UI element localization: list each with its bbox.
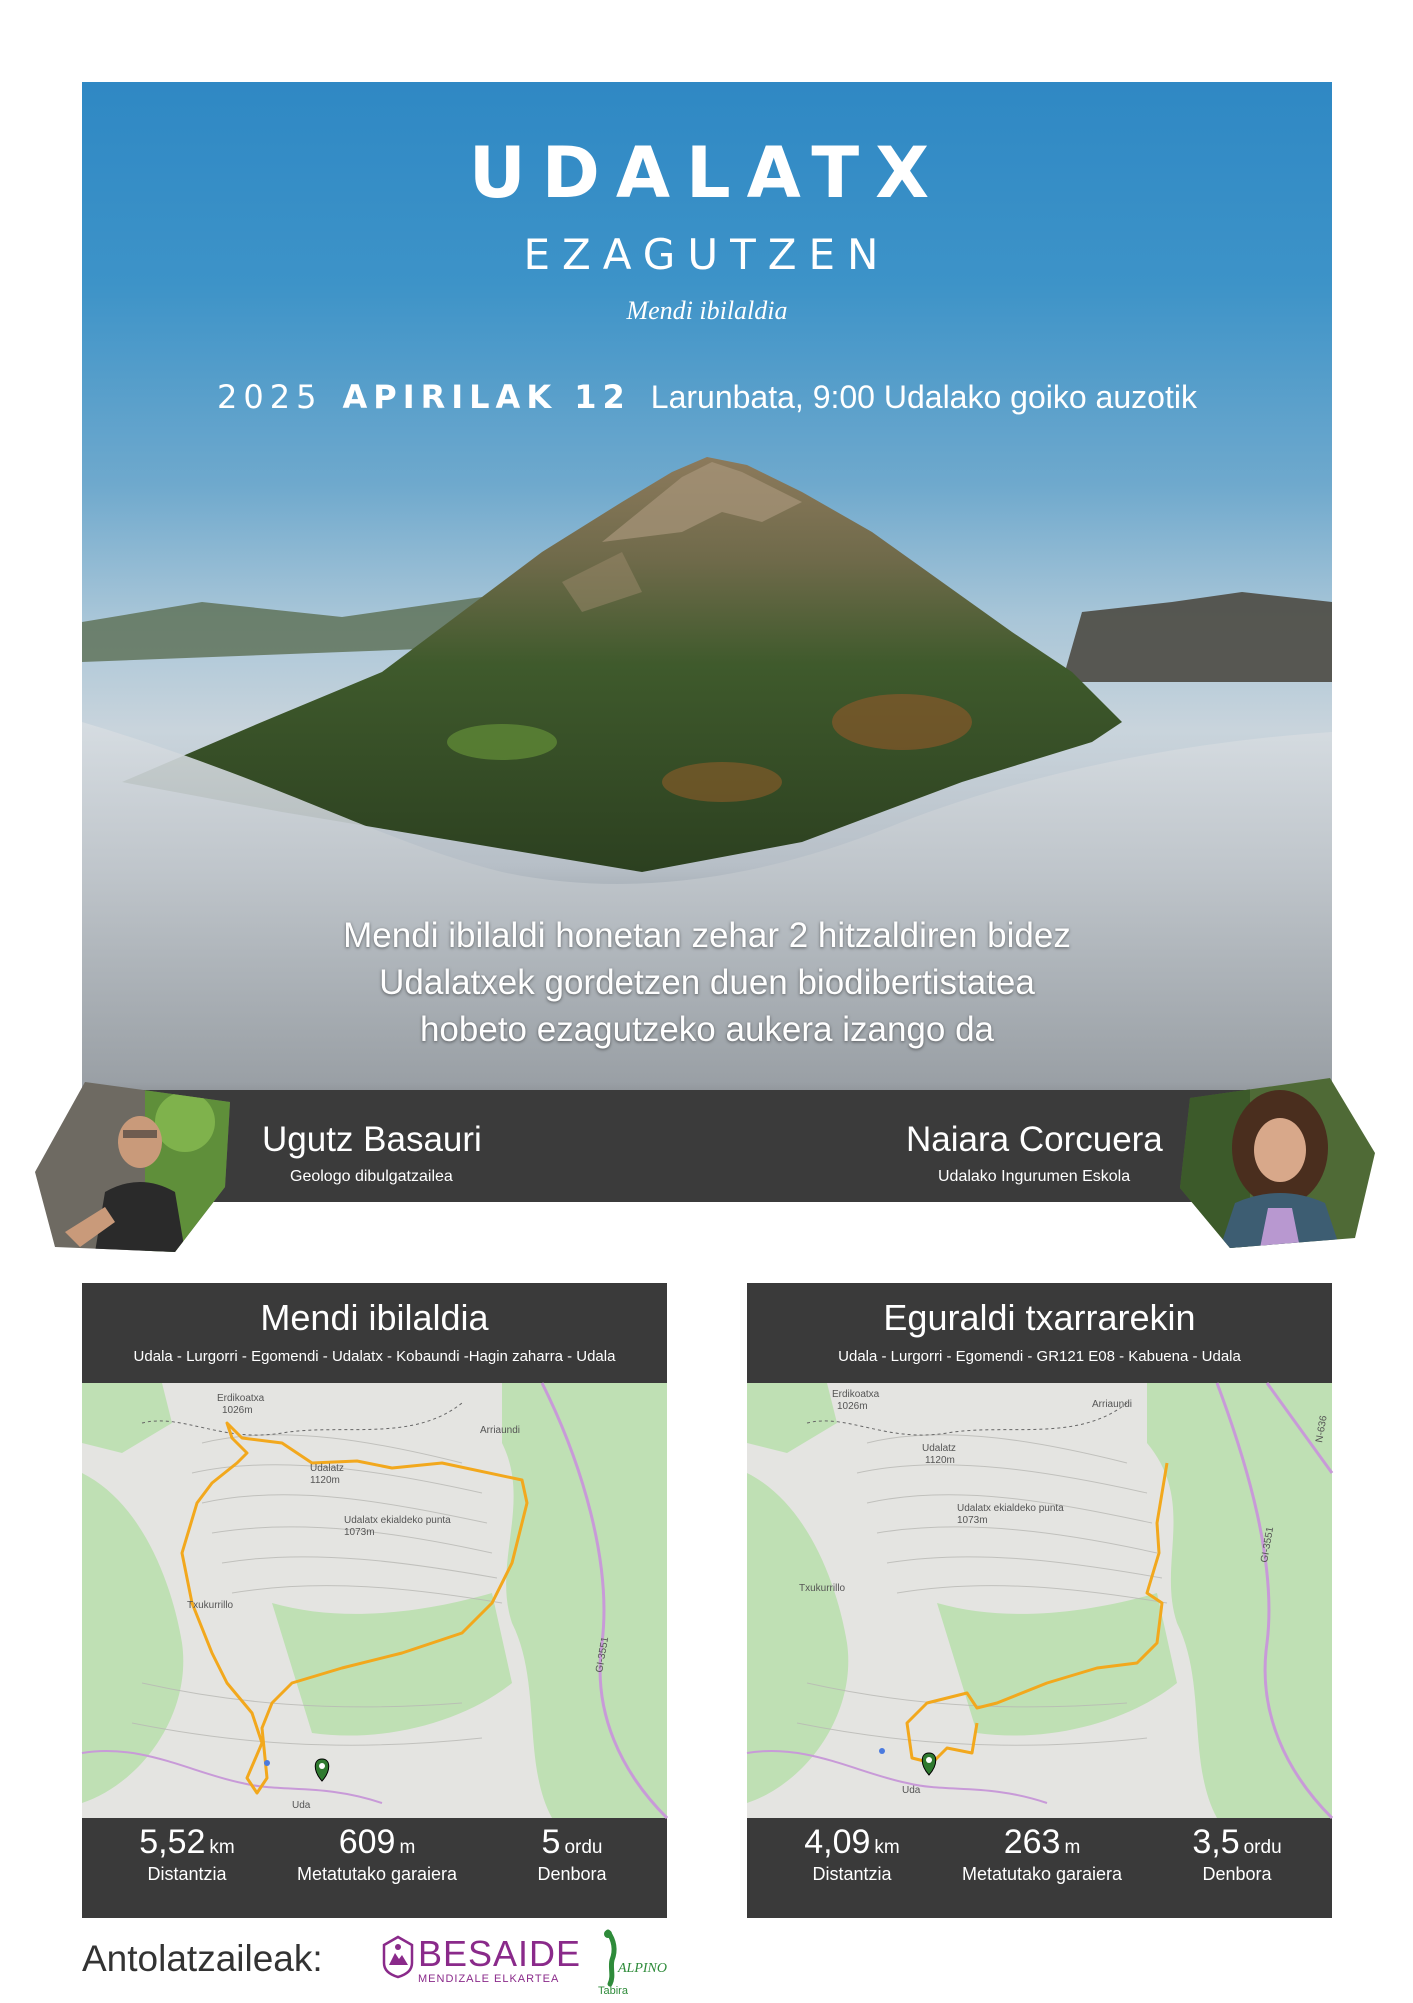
besaide-subtitle: MENDIZALE ELKARTEA [418, 1973, 560, 1985]
map-label: 1120m [925, 1455, 955, 1466]
map-label: GI-3551 [1259, 1526, 1277, 1564]
description-line: Mendi ibilaldi honetan zehar 2 hitzaldiren bidez [343, 916, 1071, 955]
stat-elevation [277, 1823, 477, 1885]
map-label: Udalatx ekialdeko punta [344, 1515, 451, 1526]
map-label: GI-3551 [594, 1636, 612, 1674]
event-subtitle: EZAGUTZEN [523, 230, 891, 279]
stat-label: Metatutako garaiera [296, 1864, 458, 1884]
speaker-1-name: Ugutz Basauri [262, 1120, 482, 1159]
stat-duration [1162, 1823, 1312, 1885]
stat-unit: m [399, 1837, 416, 1858]
map-label: Txukurrillo [187, 1600, 234, 1611]
stat-unit: ordu [564, 1837, 603, 1858]
map-label: 1026m [837, 1401, 868, 1412]
alpino-tabira-emblem [594, 1928, 667, 1998]
besaide-emblem-icon [382, 1935, 414, 1979]
stat-distance [777, 1823, 927, 1885]
besaide-logo [382, 1933, 582, 1985]
speaker-1-avatar [35, 1082, 230, 1252]
map-label: Erdikoatxa [832, 1389, 880, 1400]
description-line: hobeto ezagutzeko aukera izango da [419, 1010, 995, 1049]
map-label: N-636 [1314, 1414, 1330, 1444]
event-day: APIRILAK 12 [342, 378, 631, 416]
event-kind: Mendi ibilaldia [626, 296, 788, 325]
stat-unit: ordu [1243, 1837, 1282, 1858]
speaker-2-avatar [1180, 1078, 1375, 1248]
route-card-bad-weather [747, 1283, 1332, 1918]
stat-label: Metatutako garaiera [961, 1864, 1123, 1884]
map-label: Arriaundi [1092, 1399, 1133, 1410]
stat-label: Distantzia [147, 1864, 227, 1884]
map-label: 1026m [222, 1405, 253, 1416]
alpino-name: ALPINO [618, 1961, 667, 1976]
route-path: Udala - Lurgorri - Egomendi - Udalatx - Kobaundi -Hagin zaharra - Udala [133, 1348, 616, 1365]
route-title: Eguraldi txarrarekin [883, 1297, 1196, 1338]
map-label: 1073m [957, 1515, 988, 1526]
stat-elevation [942, 1823, 1142, 1885]
stat-value: 4,09 [804, 1823, 871, 1861]
stat-duration [497, 1823, 647, 1885]
event-year: 2025 [217, 378, 323, 416]
besaide-name: BESAIDE [418, 1933, 582, 1974]
map-label: Udalatz [310, 1463, 344, 1474]
speaker-1-role: Geologo dibulgatzailea [290, 1168, 453, 1185]
map-label: Txukurrillo [799, 1583, 846, 1594]
speaker-2-role: Udalako Ingurumen Eskola [938, 1168, 1131, 1185]
organizers-label: Antolatzaileak: [82, 1938, 323, 1979]
alpino-tabira-logo [594, 1928, 667, 2003]
stat-unit: km [874, 1837, 900, 1858]
map-label: Uda [902, 1785, 921, 1796]
stat-value: 263 [1003, 1823, 1061, 1861]
stat-label: Denbora [537, 1864, 607, 1884]
route-title: Mendi ibilaldia [260, 1297, 489, 1338]
map-label: Udalatz [922, 1443, 956, 1454]
map-label: Udalatx ekialdeko punta [957, 1503, 1064, 1514]
event-date-line [82, 378, 1332, 416]
stat-label: Denbora [1202, 1864, 1272, 1884]
map-label: Erdikoatxa [217, 1393, 265, 1404]
description-line: Udalatxek gordetzen duen biodibertistatea [379, 963, 1035, 1002]
route-card-main [82, 1283, 667, 1918]
stat-unit: m [1064, 1837, 1081, 1858]
map-label: 1073m [344, 1527, 375, 1538]
route-map[interactable] [747, 1383, 1332, 1818]
event-title: UDALATX [468, 132, 946, 214]
stat-value: 609 [338, 1823, 396, 1861]
stat-unit: km [209, 1837, 235, 1858]
speaker-2-name: Naiara Corcuera [906, 1120, 1163, 1159]
event-hero [82, 82, 1332, 1202]
stat-distance [112, 1823, 262, 1885]
stat-value: 3,5 [1192, 1823, 1240, 1861]
route-map[interactable] [82, 1383, 667, 1818]
event-time-place: Larunbata, 9:00 Udalako goiko auzotik [650, 379, 1197, 415]
event-description [232, 912, 1182, 1053]
map-label: 1120m [310, 1475, 340, 1486]
alpino-subtitle: Tabira [598, 1985, 628, 1997]
stat-value: 5,52 [139, 1823, 206, 1861]
stat-label: Distantzia [812, 1864, 892, 1884]
map-label: Arriaundi [480, 1425, 521, 1436]
route-path: Udala - Lurgorri - Egomendi - GR121 E08 - Kabuena - Udala [838, 1348, 1241, 1365]
stat-value: 5 [541, 1823, 561, 1861]
map-label: Uda [292, 1800, 311, 1811]
